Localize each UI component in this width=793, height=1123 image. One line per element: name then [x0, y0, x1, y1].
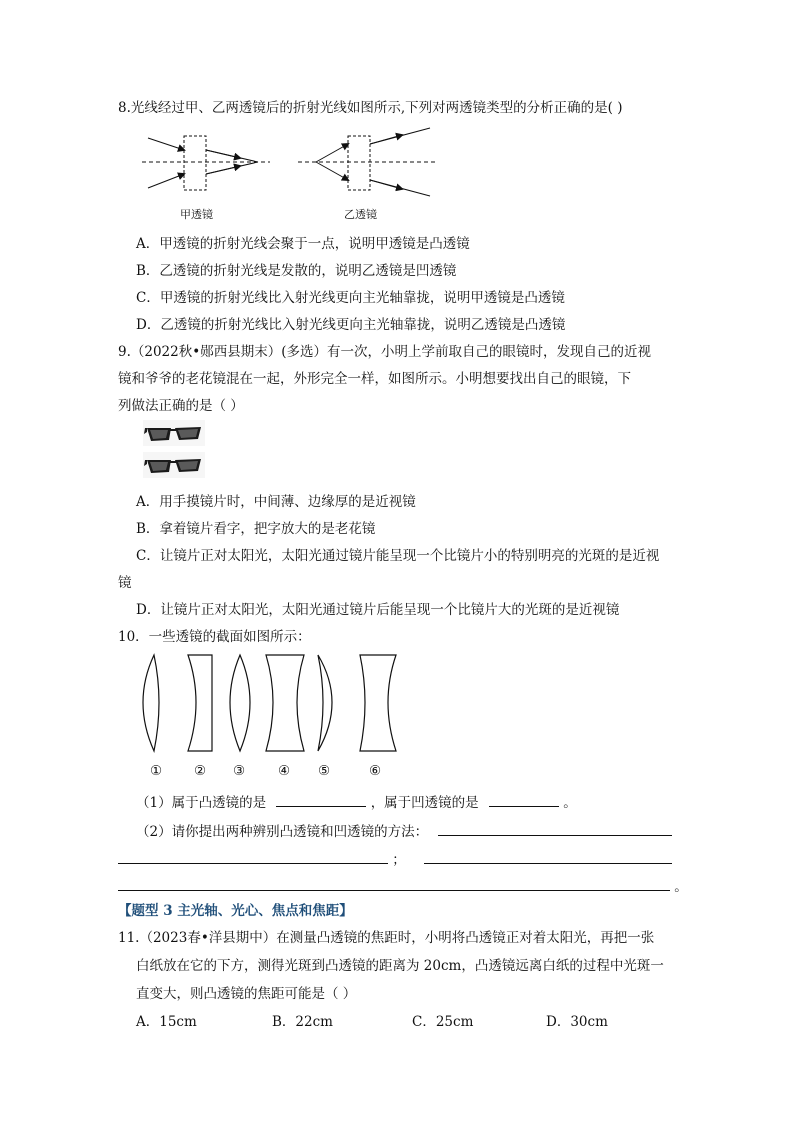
- q9-option-c-line2: 镜: [118, 575, 132, 591]
- lens-5-shape: [318, 655, 332, 751]
- q10-sub2-line3: [118, 875, 688, 895]
- q8-option-c: C．甲透镜的折射光线比入射光线更向主光轴靠拢，说明甲透镜是凸透镜: [136, 290, 565, 306]
- q9-option-a: A．用手摸镜片时，中间薄、边缘厚的是近视镜: [136, 494, 416, 510]
- q10-lens-diagram: [138, 652, 408, 754]
- q11-stem-line3: 直变大，则凸透镜的焦距可能是（ ）: [136, 986, 357, 1002]
- q11-option-d: D．30cm: [546, 1014, 608, 1030]
- method-answer-blank-2[interactable]: [118, 849, 388, 864]
- lens-4-shape: [266, 655, 304, 751]
- q10-sub2: [136, 820, 672, 840]
- q10-semicolon: ；: [392, 852, 406, 868]
- q10-sub2-prompt: （2）请你提出两种辨别凸透镜和凹透镜的方法：: [136, 824, 429, 840]
- lens-label-5: ⑤: [318, 763, 331, 779]
- section-title: 【题型 3 主光轴、光心、焦点和焦距】: [118, 903, 353, 919]
- q8-option-b: B．乙透镜的折射光线是发散的，说明乙透镜是凹透镜: [136, 263, 457, 279]
- label-jia-lens: 甲透镜: [180, 208, 213, 221]
- q9-stem-line2: 镜和爷爷的老花镜混在一起，外形完全一样，如图所示。小明想要找出自己的眼镜，下: [118, 371, 631, 387]
- lens-label-6: ⑥: [369, 763, 382, 779]
- glasses-image-2: [143, 452, 205, 478]
- convex-answer-blank[interactable]: [276, 792, 366, 807]
- lens-3-shape: [230, 655, 250, 751]
- lens-label-1: ①: [150, 763, 163, 779]
- q9-stem-line3: 列做法正确的是（ ）: [118, 398, 244, 414]
- label-yi-lens: 乙透镜: [344, 208, 377, 221]
- lens-yi-diagram: [298, 128, 438, 196]
- lens-label-4: ④: [278, 763, 291, 779]
- lens-label-3: ③: [233, 763, 246, 779]
- q11-stem-line2: 白纸放在它的下方，测得光斑到凸透镜的距离为 20cm，凸透镜远离白纸的过程中光斑一: [136, 958, 664, 974]
- q11-option-b: B．22cm: [272, 1014, 333, 1030]
- method-answer-blank-4[interactable]: [118, 876, 670, 891]
- q10-sub1-convex-prompt: （1）属于凸透镜的是: [136, 795, 267, 811]
- lens-jia-diagram: [142, 136, 270, 190]
- lens-label-2: ②: [194, 763, 207, 779]
- q8-stem: 8.光线经过甲、乙两透镜后的折射光线如图所示,下列对两透镜类型的分析正确的是( ): [118, 100, 623, 116]
- q10-period: 。: [674, 879, 688, 895]
- q10-sub1-end: 。: [563, 795, 577, 811]
- q10-sub1: [136, 791, 577, 811]
- q10-stem: 10．一些透镜的截面如图所示：: [118, 629, 311, 645]
- q9-option-b: B．拿着镜片看字，把字放大的是老花镜: [136, 521, 376, 537]
- q8-option-d: D．乙透镜的折射光线比入射光线更向主光轴靠拢，说明乙透镜是凸透镜: [136, 317, 566, 333]
- q11-stem-line1: 11.（2023春•洋县期中）在测量凸透镜的焦距时，小明将凸透镜正对着太阳光，再把一张: [118, 930, 655, 946]
- q9-stem-line1: 9.（2022秋•郧西县期末）(多选）有一次，小明上学前取自己的眼镜时，发现自己的近视: [118, 344, 651, 360]
- q9-option-d: D．让镜片正对太阳光，太阳光通过镜片后能呈现一个比镜片大的光斑的是近视镜: [136, 602, 620, 618]
- lens-6-shape: [360, 655, 396, 751]
- method-answer-blank-1[interactable]: [438, 821, 672, 836]
- q11-option-c: C．25cm: [412, 1014, 474, 1030]
- q10-sub2-line2: [118, 848, 672, 868]
- method-answer-blank-3[interactable]: [424, 849, 672, 864]
- q9-option-c-line1: C．让镜片正对太阳光，太阳光通过镜片能呈现一个比镜片小的特别明亮的光斑的是近视: [136, 548, 660, 564]
- glasses-image-1: [143, 420, 205, 446]
- lens-2-shape: [188, 655, 212, 751]
- q8-option-a: A．甲透镜的折射光线会聚于一点，说明甲透镜是凸透镜: [136, 236, 470, 252]
- q11-option-a: A．15cm: [136, 1014, 197, 1030]
- q10-sub1-concave-prompt: ，属于凹透镜的是: [370, 795, 479, 811]
- lens-1-shape: [143, 655, 159, 751]
- concave-answer-blank[interactable]: [489, 792, 559, 807]
